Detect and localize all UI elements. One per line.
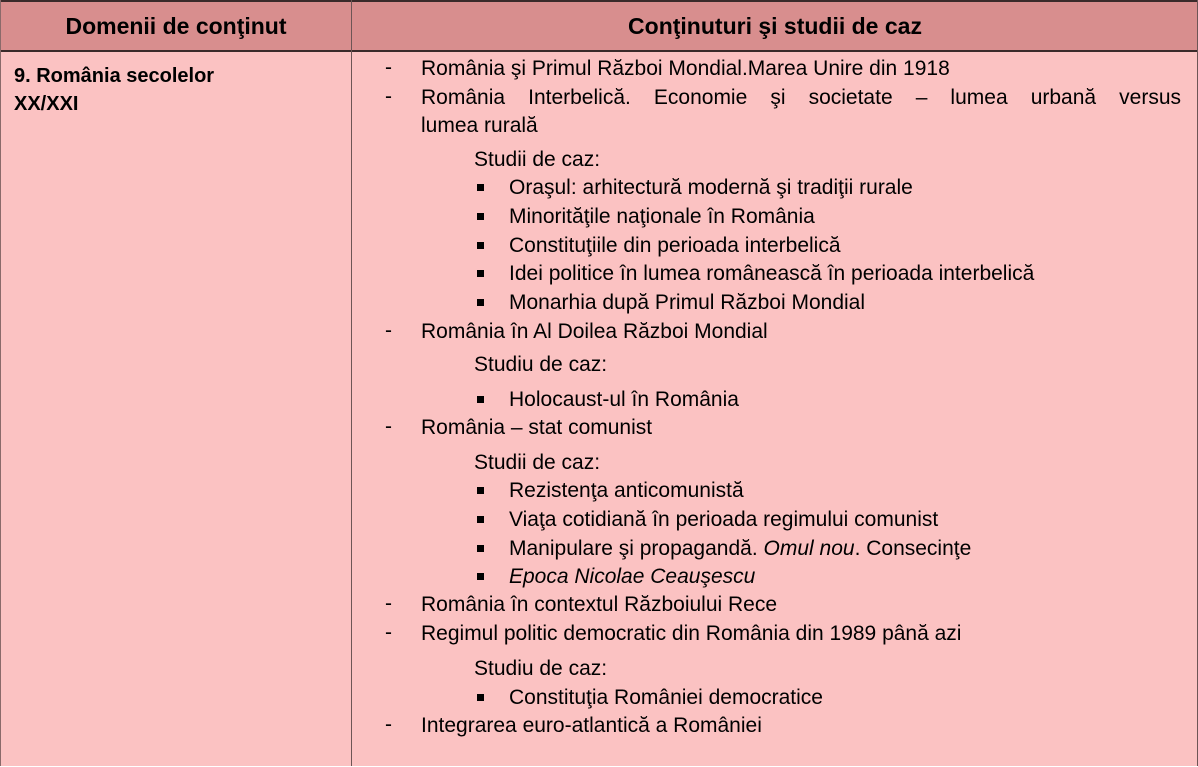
case-item: Viaţa cotidiană în perioada regimului comunist <box>509 508 939 531</box>
case-item-propaganda <box>509 535 971 563</box>
header-domains: Domenii de conţinut <box>65 12 287 39</box>
domain-title-line2: XX/XXI <box>14 93 79 115</box>
item-cold-war: România în contextul Războiului Rece <box>421 593 778 616</box>
case-title: Studii de caz: <box>474 451 601 474</box>
item-euro-atlantic: Integrarea euro-atlantică a României <box>421 714 762 737</box>
bullet-square <box>477 299 484 306</box>
bullet-square <box>477 396 484 403</box>
case-item: Constituţiile din perioada interbelică <box>509 234 841 257</box>
header-contents: Conţinuturi şi studii de caz <box>628 12 922 39</box>
dash-marker: - <box>385 621 392 644</box>
bullet-square <box>477 694 484 701</box>
dash-marker: - <box>385 713 392 736</box>
domain-title <box>14 62 334 118</box>
case-text-italic: Epoca Nicolae Ceauşescu <box>509 565 756 588</box>
case-title: Studiu de caz: <box>474 657 608 680</box>
bullet-square <box>477 184 484 191</box>
case-text-italic: Omul nou <box>763 537 855 560</box>
dash-marker: - <box>385 85 392 108</box>
dash-marker: - <box>385 319 392 342</box>
bullet-square <box>477 573 484 580</box>
case-item: Minorităţile naţionale în România <box>509 205 815 228</box>
case-item <box>509 563 755 591</box>
case-item: Holocaust-ul în România <box>509 388 739 411</box>
item-democratic: Regimul politic democratic din România din 1989 până azi <box>421 622 962 645</box>
case-item: Oraşul: arhitectură modernă şi tradiţii rurale <box>509 176 913 199</box>
case-item: Rezistenţa anticomunistă <box>509 479 744 502</box>
item-ww2: România în Al Doilea Război Mondial <box>421 320 768 343</box>
case-item: Idei politice în lumea românească în perioada interbelică <box>509 262 1035 285</box>
domain-title-line1: 9. România secolelor <box>14 65 215 87</box>
column-divider <box>351 0 352 766</box>
bullet-square <box>477 270 484 277</box>
bullet-square <box>477 545 484 552</box>
table-header <box>1 0 1198 52</box>
item-ww1: România şi Primul Război Mondial.Marea Unire din 1918 <box>421 57 950 80</box>
bullet-square <box>477 213 484 220</box>
dash-marker: - <box>385 56 392 79</box>
bullet-square <box>477 487 484 494</box>
item-interwar-line2: lumea rurală <box>421 114 538 137</box>
case-text: Manipulare şi propagandă. <box>509 537 764 560</box>
bullet-square <box>477 242 484 249</box>
case-title: Studiu de caz: <box>474 353 608 376</box>
case-text: . Consecinţe <box>854 537 972 560</box>
case-item: Constituţia României democratice <box>509 686 823 709</box>
bullet-square <box>477 516 484 523</box>
domain-cell <box>1 52 351 766</box>
dash-marker: - <box>385 592 392 615</box>
item-interwar-line1: România Interbelică. Economie şi societate – lumea urbană versus <box>421 86 1181 109</box>
item-communist: România – stat comunist <box>421 416 653 439</box>
case-title: Studii de caz: <box>474 148 601 171</box>
dash-marker: - <box>385 415 392 438</box>
case-item: Monarhia după Primul Război Mondial <box>509 291 866 314</box>
